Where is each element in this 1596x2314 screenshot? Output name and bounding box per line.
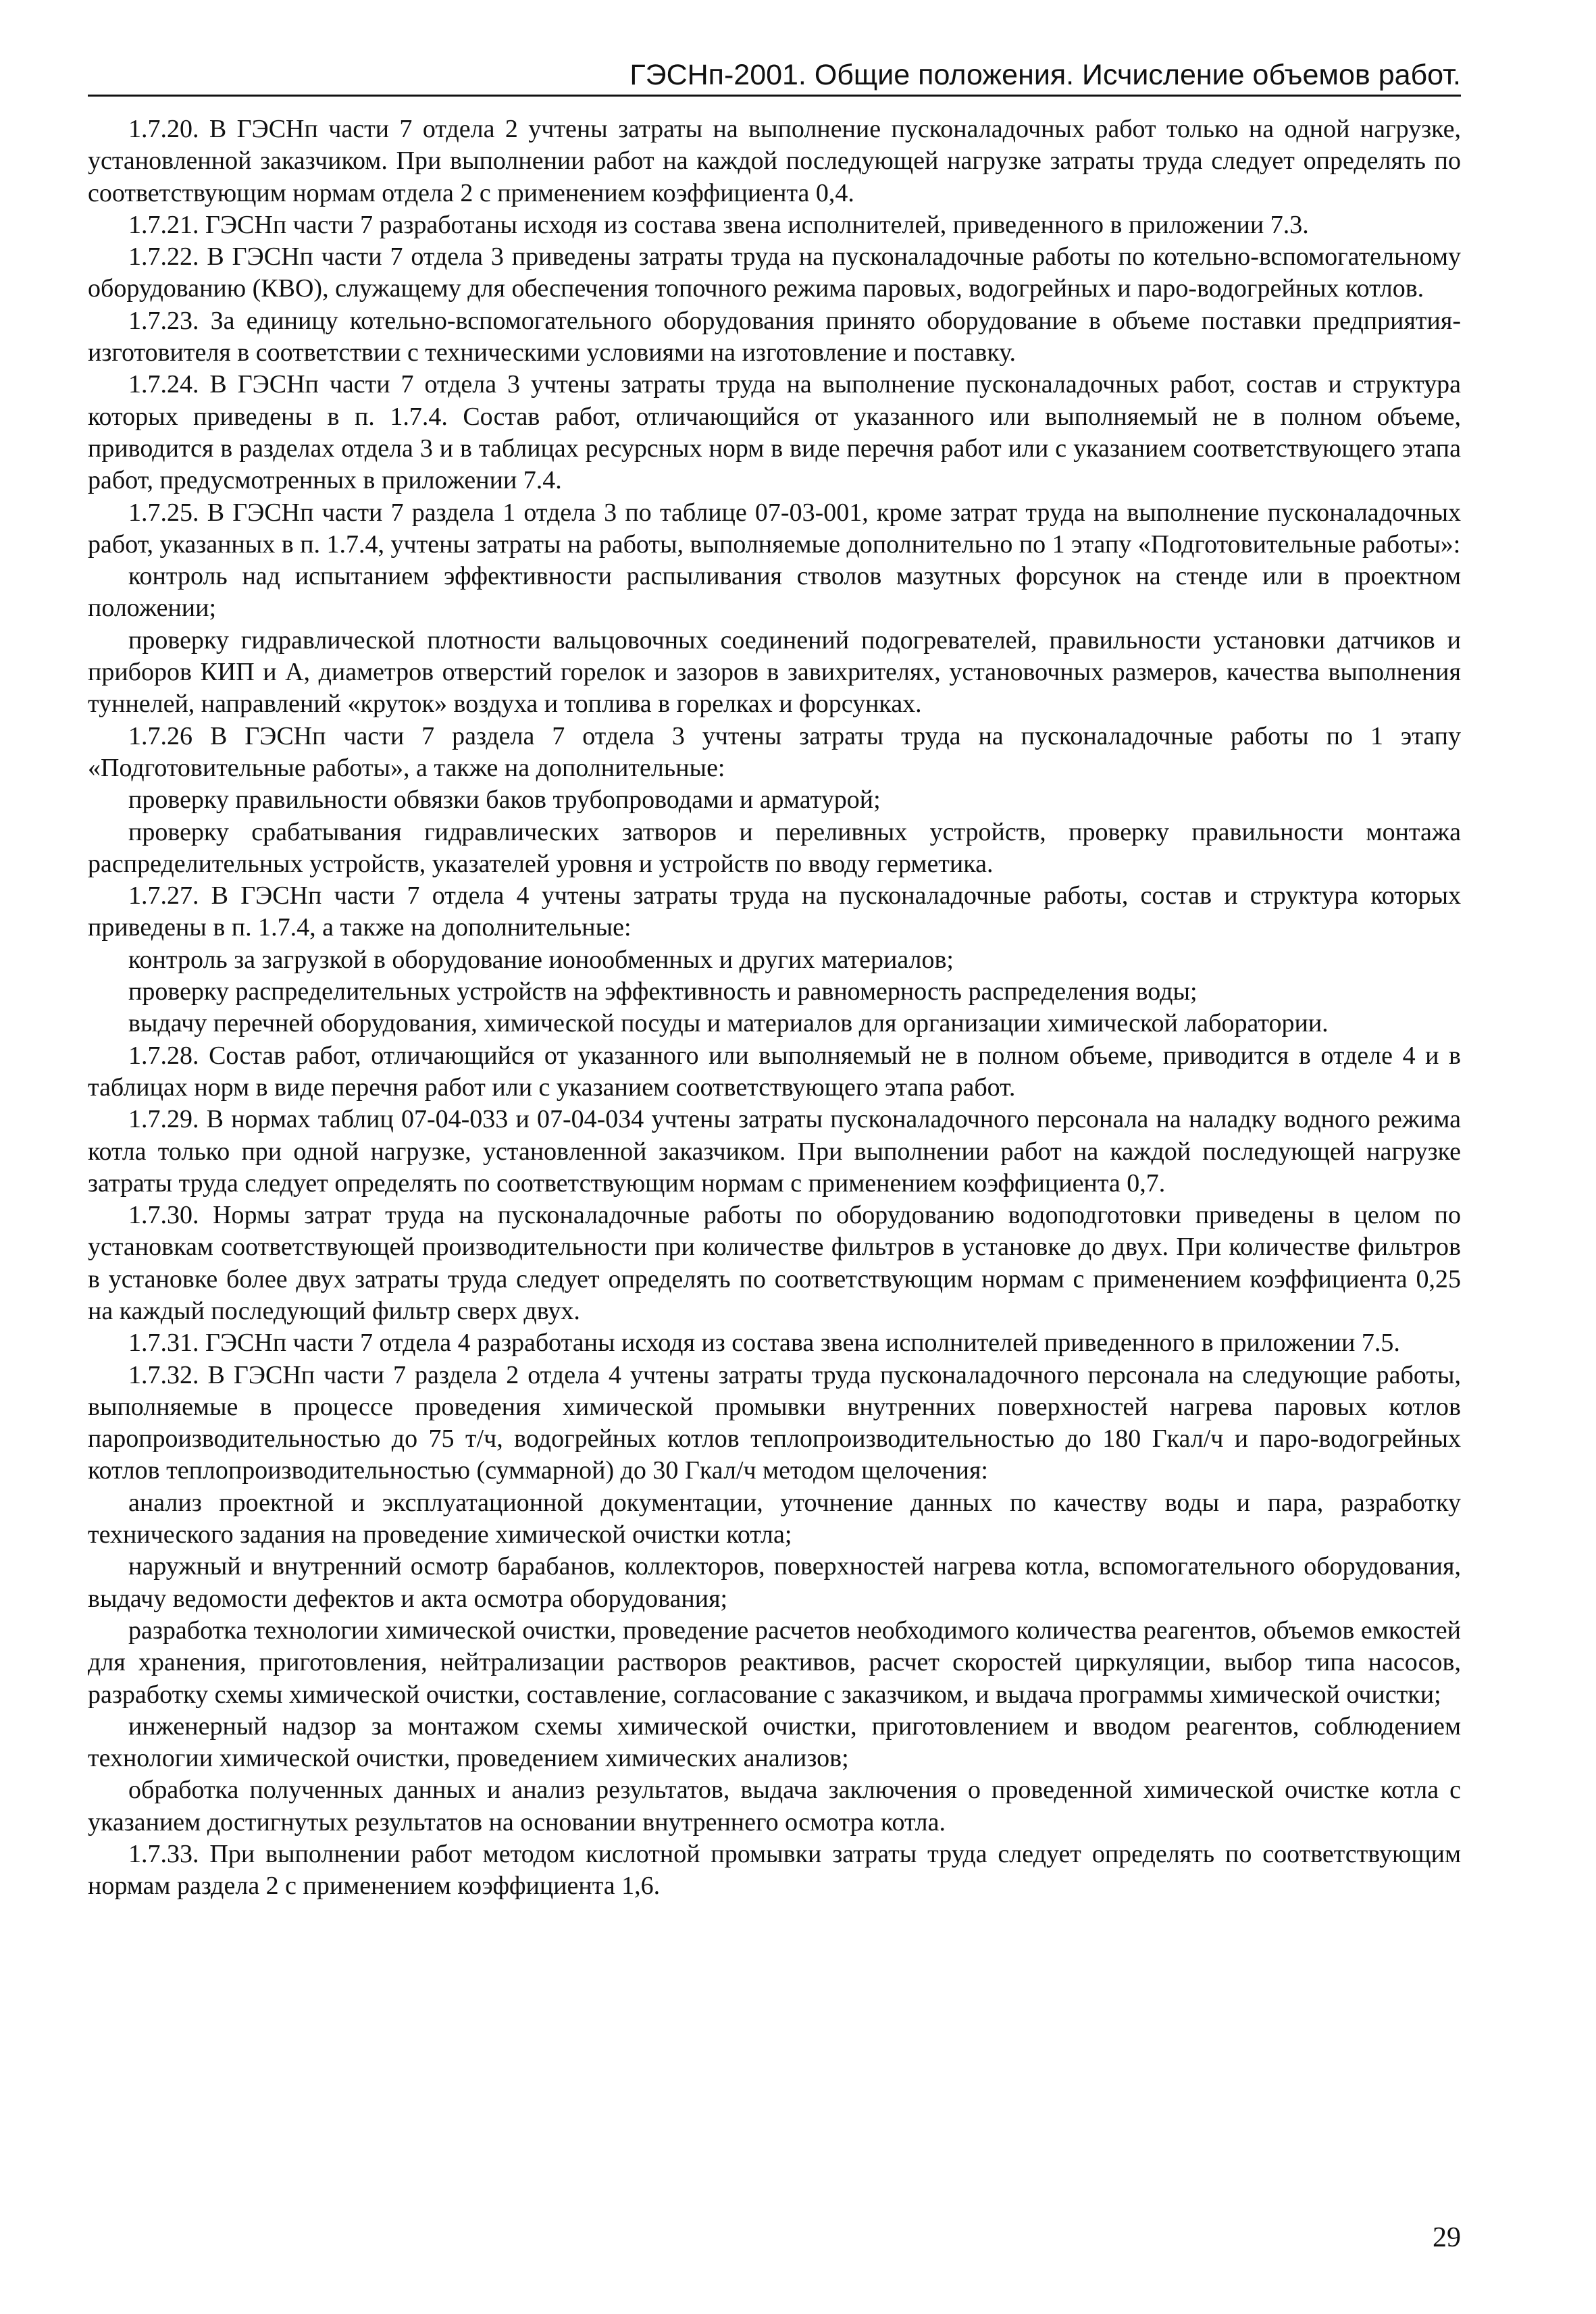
list-item: выдачу перечней оборудования, химической посуды и материалов для организации химической лаборатории. [128,1009,1329,1038]
paragraph-1-7-30: 1.7.30. Нормы затрат труда на пусконаладочные работы по оборудованию водоподготовки приведены в целом по установкам соответствующей производительности при количестве фильтров в установке до двух. При количестве фильтров в установке более двух затраты труда следует определять по соответствующим нормам с применением коэффициента 0,25 на каждый последующий фильтр сверх двух. [88,1201,1461,1325]
list-item: наружный и внутренний осмотр барабанов, коллекторов, поверхностей нагрева котла, вспомогательного оборудования, выдачу ведомости дефектов и акта осмотра оборудования; [88,1552,1461,1613]
list-item: контроль за загрузкой в оборудование ионообменных и других материалов; [128,945,954,974]
paragraph-1-7-22: 1.7.22. В ГЭСНп части 7 отдела 3 приведены затраты труда на пусконаладочные работы по котельно-вспомогательному оборудованию (КВО), служащему для обеспечения топочного режима паровых, водогрейных и паро-водогрейных котлов. [88,242,1461,303]
paragraph-1-7-28: 1.7.28. Состав работ, отличающийся от указанного или выполняемый не в полном объеме, приводится в отделе 4 и в таблицах норм в виде перечня работ или с указанием соответствующего этапа работ. [88,1041,1461,1102]
paragraph-1-7-29: 1.7.29. В нормах таблиц 07-04-033 и 07-04-034 учтены затраты пусконаладочного персонала на наладку водного режима котла только при одной нагрузке, установленной заказчиком. При выполнении работ на каждой последующей нагрузке затраты труда следует определять по соответствующим нормам с применением коэффициента 0,7. [88,1105,1461,1198]
list-item: разработка технологии химической очистки, проведение расчетов необходимого количества реагентов, объемов емкостей для хранения, приготовления, нейтрализации растворов реактивов, расчет скоростей циркуляции, выбор типа насосов, разработку схемы химической очистки, составление, согласование с заказчиком, и выдача программы химической очистки; [88,1616,1461,1709]
paragraph-1-7-27: 1.7.27. В ГЭСНп части 7 отдела 4 учтены затраты труда на пусконаладочные работы, состав и структура которых приведены в п. 1.7.4, а также на дополнительные: [88,881,1461,942]
paragraph-1-7-32: 1.7.32. В ГЭСНп части 7 раздела 2 отдела 4 учтены затраты труда пусконаладочного персонала на следующие работы, выполняемые в процессе проведения химической промывки внутренних поверхностей нагрева паровых котлов паропроизводительностью до 75 т/ч, водогрейных котлов теплопроизводительностью до 180 Гкал/ч и паро-водогрейных котлов теплопроизводительностью (суммарной) до 30 Гкал/ч методом щелочения: [88,1360,1461,1485]
list-item: инженерный надзор за монтажом схемы химической очистки, приготовлением и вводом реагентов, соблюдением технологии химической очистки, проведением химических анализов; [88,1712,1461,1773]
running-header [88,54,1461,97]
list-item: анализ проектной и эксплуатационной документации, уточнение данных по качеству воды и пара, разработку технического задания на проведение химической очистки котла; [88,1488,1461,1549]
list-item: проверку срабатывания гидравлических затворов и переливных устройств, проверку правильности монтажа распределительных устройств, указателей уровня и устройств по вводу герметика. [88,817,1461,878]
list-item: проверку гидравлической плотности вальцовочных соединений подогревателей, правильности установки датчиков и приборов КИП и А, диаметров отверстий горелок и зазоров в завихрителях, установочных размеров, качества выполнения туннелей, направлений «круток» воздуха и топлива в горелках и форсунках. [88,625,1461,719]
body-text [88,113,1461,1903]
header-title: ГЭСНп-2001. Общие положения. Исчисление объемов работ. [629,59,1461,91]
page-number: 29 [1433,2222,1461,2253]
paragraph-1-7-24: 1.7.24. В ГЭСНп части 7 отдела 3 учтены затраты труда на выполнение пусконаладочных работ, состав и структура которых приведены в п. 1.7.4. Состав работ, отличающийся от указанного или выполняемый не в полном объеме, приводится в разделах отдела 3 и в таблицах ресурсных норм в виде перечня работ или с указанием соответствующего этапа работ, предусмотренных в приложении 7.4. [88,370,1461,495]
list-item: проверку распределительных устройств на эффективность и равномерность распределения воды; [128,977,1198,1006]
paragraph-1-7-21: 1.7.21. ГЭСНп части 7 разработаны исходя из состава звена исполнителей, приведенного в приложении 7.3. [128,210,1309,239]
paragraph-1-7-23: 1.7.23. За единицу котельно-вспомогательного оборудования принято оборудование в объеме поставки предприятия-изготовителя в соответствии с техническими условиями на изготовление и поставку. [88,306,1461,367]
paragraph-1-7-25: 1.7.25. В ГЭСНп части 7 раздела 1 отдела 3 по таблице 07-03-001, кроме затрат труда на выполнение пусконаладочных работ, указанных в п. 1.7.4, учтены затраты на работы, выполняемые дополнительно по 1 этапу «Подготовительные работы»: [88,498,1461,559]
paragraph-1-7-31: 1.7.31. ГЭСНп части 7 отдела 4 разработаны исходя из состава звена исполнителей приведенного в приложении 7.5. [128,1329,1400,1358]
list-item: контроль над испытанием эффективности распыливания стволов мазутных форсунок на стенде или в проектном положении; [88,562,1461,623]
paragraph-1-7-33: 1.7.33. При выполнении работ методом кислотной промывки затраты труда следует определять по соответствующим нормам раздела 2 с применением коэффициента 1,6. [88,1840,1461,1901]
list-item: проверку правильности обвязки баков трубопроводами и арматурой; [128,786,881,815]
paragraph-1-7-26: 1.7.26 В ГЭСНп части 7 раздела 7 отдела 3 учтены затраты труда на пусконаладочные работы по 1 этапу «Подготовительные работы», а также на дополнительные: [88,721,1461,782]
paragraph-1-7-20: 1.7.20. В ГЭСНп части 7 отдела 2 учтены затраты на выполнение пусконаладочных работ только на одной нагрузке, установленной заказчиком. При выполнении работ на каждой последующей нагрузке затраты труда следует определять по соответствующим нормам отдела 2 с применением коэффициента 0,4. [88,115,1461,207]
list-item: обработка полученных данных и анализ результатов, выдача заключения о проведенной химической очистке котла с указанием достигнутых результатов на основании внутреннего осмотра котла. [88,1776,1461,1836]
